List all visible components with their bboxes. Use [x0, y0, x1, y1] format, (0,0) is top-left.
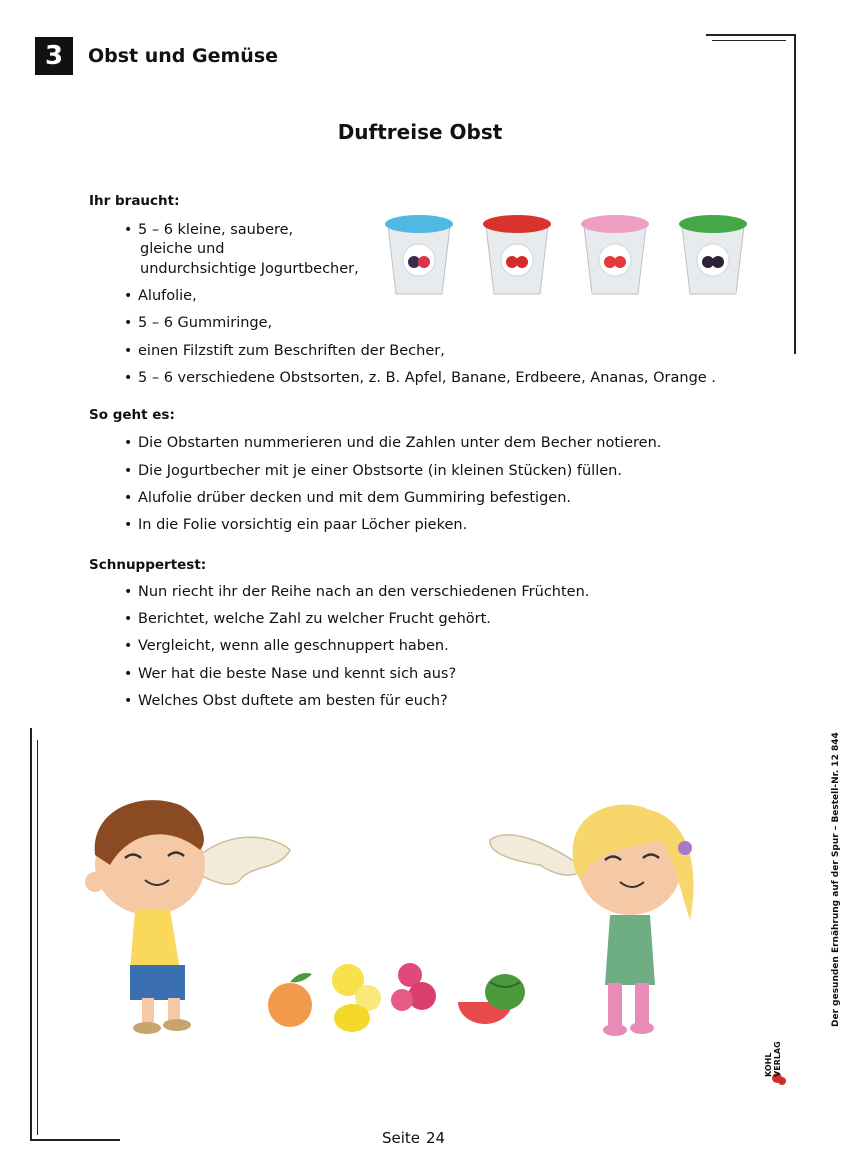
yogurt-cup: [679, 215, 747, 294]
list-item: • Berichtet, welche Zahl zu welcher Frucht gehört.: [124, 611, 491, 627]
list-item: • Die Obstarten nummerieren und die Zahlen unter dem Becher notieren.: [124, 435, 662, 451]
steps-heading: So geht es:: [89, 407, 175, 423]
order-number-text: Der gesunden Ernährung auf der Spur – Bestell-Nr. 12 844: [831, 732, 841, 1027]
scent-swirl-left: [200, 837, 290, 884]
list-item: • 5 – 6 verschiedene Obstsorten, z. B. Apfel, Banane, Erdbeere, Ananas, Orange .: [124, 370, 716, 386]
chapter-number-badge: 3: [35, 37, 73, 75]
boy-figure: [85, 800, 205, 1034]
page-footer: [0, 1129, 827, 1147]
frame-line-left: [30, 728, 32, 1140]
list-item: • 5 – 6 kleine, saubere,: [124, 222, 294, 238]
list-item: • Welches Obst duftete am besten für euch?: [124, 693, 448, 709]
list-item-continued: undurchsichtige Jogurtbecher,: [140, 261, 359, 277]
yogurt-cups-illustration: [384, 214, 754, 304]
scent-swirl-right: [490, 835, 580, 875]
children-smelling-fruit-illustration: [50, 770, 750, 1050]
frame-line-top-right: [706, 34, 796, 36]
girl-figure: [573, 805, 694, 1036]
frame-line-right: [794, 34, 796, 354]
apricot-icon: [268, 983, 312, 1027]
page-number: 24: [425, 1129, 446, 1147]
list-item: • Alufolie drüber decken und mit dem Gummiring befestigen.: [124, 490, 571, 506]
fruit-group: [268, 963, 525, 1032]
list-item-continued: gleiche und: [140, 241, 225, 257]
list-item: • Die Jogurtbecher mit je einer Obstsorte (in kleinen Stücken) füllen.: [124, 463, 622, 479]
publisher-name: KOHL VERLAG: [764, 1041, 782, 1077]
list-item: • In die Folie vorsichtig ein paar Löcher pieken.: [124, 517, 468, 533]
materials-heading: Ihr braucht:: [89, 193, 180, 209]
list-item: • Wer hat die beste Nase und kennt sich aus?: [124, 666, 457, 682]
list-item: • 5 – 6 Gummiringe,: [124, 315, 273, 331]
yogurt-cup: [483, 215, 551, 294]
yogurt-cup: [385, 215, 453, 294]
page-label: Seite: [381, 1129, 420, 1147]
page-title: Duftreise Obst: [337, 120, 503, 144]
yogurt-cup: [581, 215, 649, 294]
chapter-title: Obst und Gemüse: [88, 45, 279, 67]
frame-line-top-right-inner: [712, 40, 786, 41]
list-item: • einen Filzstift zum Beschriften der Becher,: [124, 343, 445, 359]
list-item: • Alufolie,: [124, 288, 197, 304]
frame-line-left-inner: [37, 740, 38, 1135]
test-heading: Schnuppertest:: [89, 557, 207, 573]
list-item: • Vergleicht, wenn alle geschnuppert haben.: [124, 638, 449, 654]
list-item: • Nun riecht ihr der Reihe nach an den verschiedenen Früchten.: [124, 584, 590, 600]
